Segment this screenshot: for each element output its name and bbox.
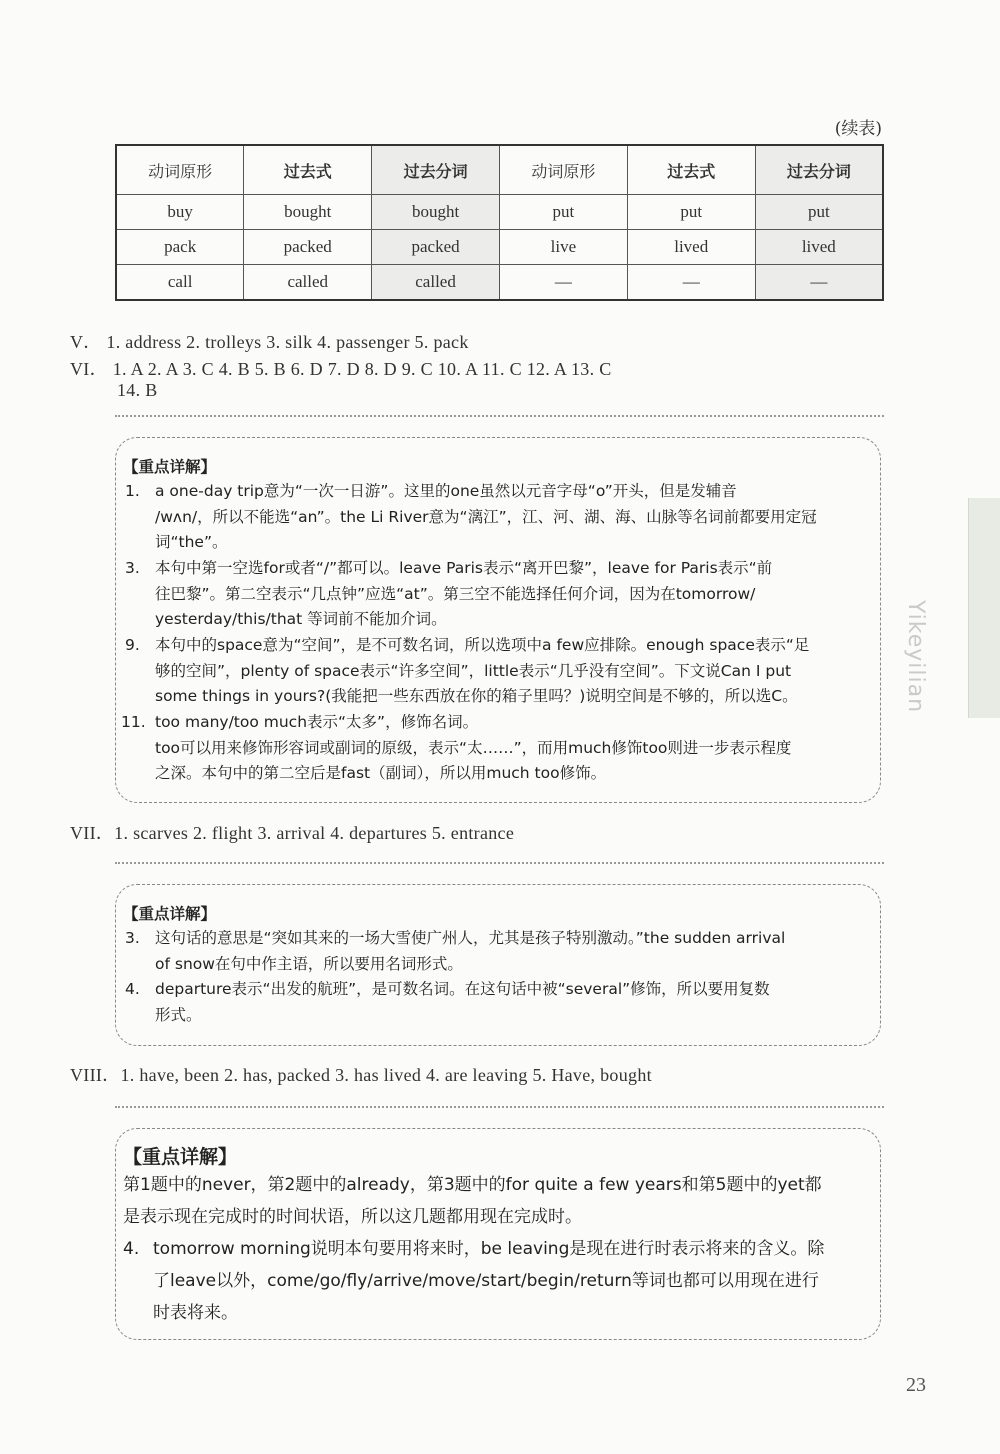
item-number: 11. <box>121 713 146 731</box>
table-row <box>116 264 883 300</box>
section-5-answers: V． 1. address 2. trolleys 3. silk 4. passenger 5. pack <box>70 332 469 352</box>
table-cell: live <box>499 229 627 264</box>
table-cell: called <box>372 264 500 300</box>
item-line: 往巴黎”。第二空表示“几点钟”应选“at”。第三空不能选择任何介词，因为在tomorrow/ <box>155 584 756 603</box>
table-cell: put <box>499 195 627 230</box>
table-header-cell: 过去分词 <box>372 145 500 195</box>
item-line: 时表将来。 <box>153 1303 238 1323</box>
table-cell: pack <box>116 229 244 264</box>
item-line: some things in yours?(我能把一些东西放在你的箱子里吗？)说明空间是不够的，所以选C。 <box>155 687 798 705</box>
item-line: departure表示“出发的航班”，是可数名词。在这句话中被“several”修饰，所以要用复数 <box>155 980 770 998</box>
intro-line: 是表示现在完成时的时间状语，所以这几题都用现在完成时。 <box>123 1207 582 1227</box>
dotted-divider <box>115 415 884 417</box>
table-header-row <box>116 145 883 195</box>
table-cell: — <box>499 264 627 300</box>
item-line: yesterday/this/that 等词前不能加介词。 <box>155 610 447 628</box>
dotted-divider <box>115 862 884 864</box>
dotted-divider <box>115 1106 884 1108</box>
intro-line: 第1题中的never，第2题中的already，第3题中的for quite a few years和第5题中的yet都 <box>123 1175 822 1195</box>
item-line: 之深。本句中的第二空后是fast（副词），所以用much too修饰。 <box>155 764 607 782</box>
page-number: 23 <box>906 1374 926 1396</box>
section-7-answers: VII．1. scarves 2. flight 3. arrival 4. departures 5. entrance <box>70 823 515 843</box>
table-cell: lived <box>627 229 755 264</box>
item-number: 9. <box>125 636 140 654</box>
item-line: a one-day trip意为“一次一日游”。这里的one虽然以元音字母“o”开头，但是发辅音 <box>155 482 737 500</box>
item-number: 3. <box>125 559 140 577</box>
item-line: too可以用来修饰形容词或副词的原级，表示“太……”，而用much修饰too则进一步表示程度 <box>155 738 792 757</box>
box-title: 【重点详解】 <box>123 458 217 476</box>
item-line: 本句中的space意为“空间”，是不可数名词，所以选项中a few应排除。enough space表示“足 <box>155 636 810 654</box>
item-line: 了leave以外，come/go/fly/arrive/move/start/begin/return等词也都可以用现在进行 <box>153 1271 819 1291</box>
table-cell: call <box>116 264 244 300</box>
table-cell: — <box>755 264 883 300</box>
explanation-item <box>125 479 817 556</box>
table-cell: — <box>627 264 755 300</box>
box-title: 【重点详解】 <box>123 905 217 923</box>
explanation-item <box>125 633 810 710</box>
section-6-answers-cont: 14. B <box>117 380 158 400</box>
item-line: 本句中第一空选for或者“/”都可以。leave Paris表示“离开巴黎”，leave for Paris表示“前 <box>155 559 773 577</box>
table-cell: packed <box>372 229 500 264</box>
section-8-answers: VIII．1. have, been 2. has, packed 3. has lived 4. are leaving 5. Have, bought <box>70 1065 652 1085</box>
section-6-answers: VI． 1. A 2. A 3. C 4. B 5. B 6. D 7. D 8. D 9. C 10. A 11. C 12. A 13. C <box>70 359 612 379</box>
table-header-cell: 过去式 <box>627 145 755 195</box>
explanation-item <box>125 926 786 977</box>
side-tab <box>968 498 1000 718</box>
item-line: too many/too much表示“太多”，修饰名词。 <box>155 713 479 731</box>
item-number: 3. <box>125 929 140 947</box>
table-row <box>116 229 883 264</box>
table-cell: bought <box>372 195 500 230</box>
verb-forms-table <box>115 144 884 301</box>
table-header-cell: 过去式 <box>244 145 372 195</box>
item-line: 这句话的意思是“突如其来的一场大雪使广州人，尤其是孩子特别激动。”the sudden arrival <box>155 929 786 947</box>
table-header-cell: 动词原形 <box>116 145 244 195</box>
explanation-item <box>125 556 773 633</box>
box-title: 【重点详解】 <box>123 1146 238 1168</box>
item-line: of snow在句中作主语，所以要用名词形式。 <box>155 954 463 973</box>
item-line: tomorrow morning说明本句要用将来时，be leaving是现在进行时表示将来的含义。除 <box>153 1239 825 1259</box>
item-line: 词“the”。 <box>155 533 228 551</box>
table-row <box>116 195 883 230</box>
table-cell: put <box>627 195 755 230</box>
explanation-item <box>125 977 770 1028</box>
item-number: 4. <box>125 980 140 998</box>
item-line: /wʌn/，所以不能选“an”。the Li River意为“漓江”，江、河、湖、海、山脉等名词前都要用定冠 <box>155 507 817 526</box>
table-header-cell: 过去分词 <box>755 145 883 195</box>
item-number: 4. <box>123 1239 140 1259</box>
table-cell: put <box>755 195 883 230</box>
table-cell: called <box>244 264 372 300</box>
continued-label: (续表) <box>834 119 882 139</box>
explanation-item <box>121 710 792 787</box>
table-header-cell: 动词原形 <box>499 145 627 195</box>
item-number: 1. <box>125 482 140 500</box>
side-tab-text: Yikeyilian <box>903 600 928 714</box>
item-line: 形式。 <box>155 1005 202 1024</box>
table-cell: bought <box>244 195 372 230</box>
table-cell: buy <box>116 195 244 230</box>
item-line: 够的空间”，plenty of space表示“许多空间”，little表示“几乎没有空间”。下文说Can I put <box>155 661 792 680</box>
table-cell: packed <box>244 229 372 264</box>
table-cell: lived <box>755 229 883 264</box>
